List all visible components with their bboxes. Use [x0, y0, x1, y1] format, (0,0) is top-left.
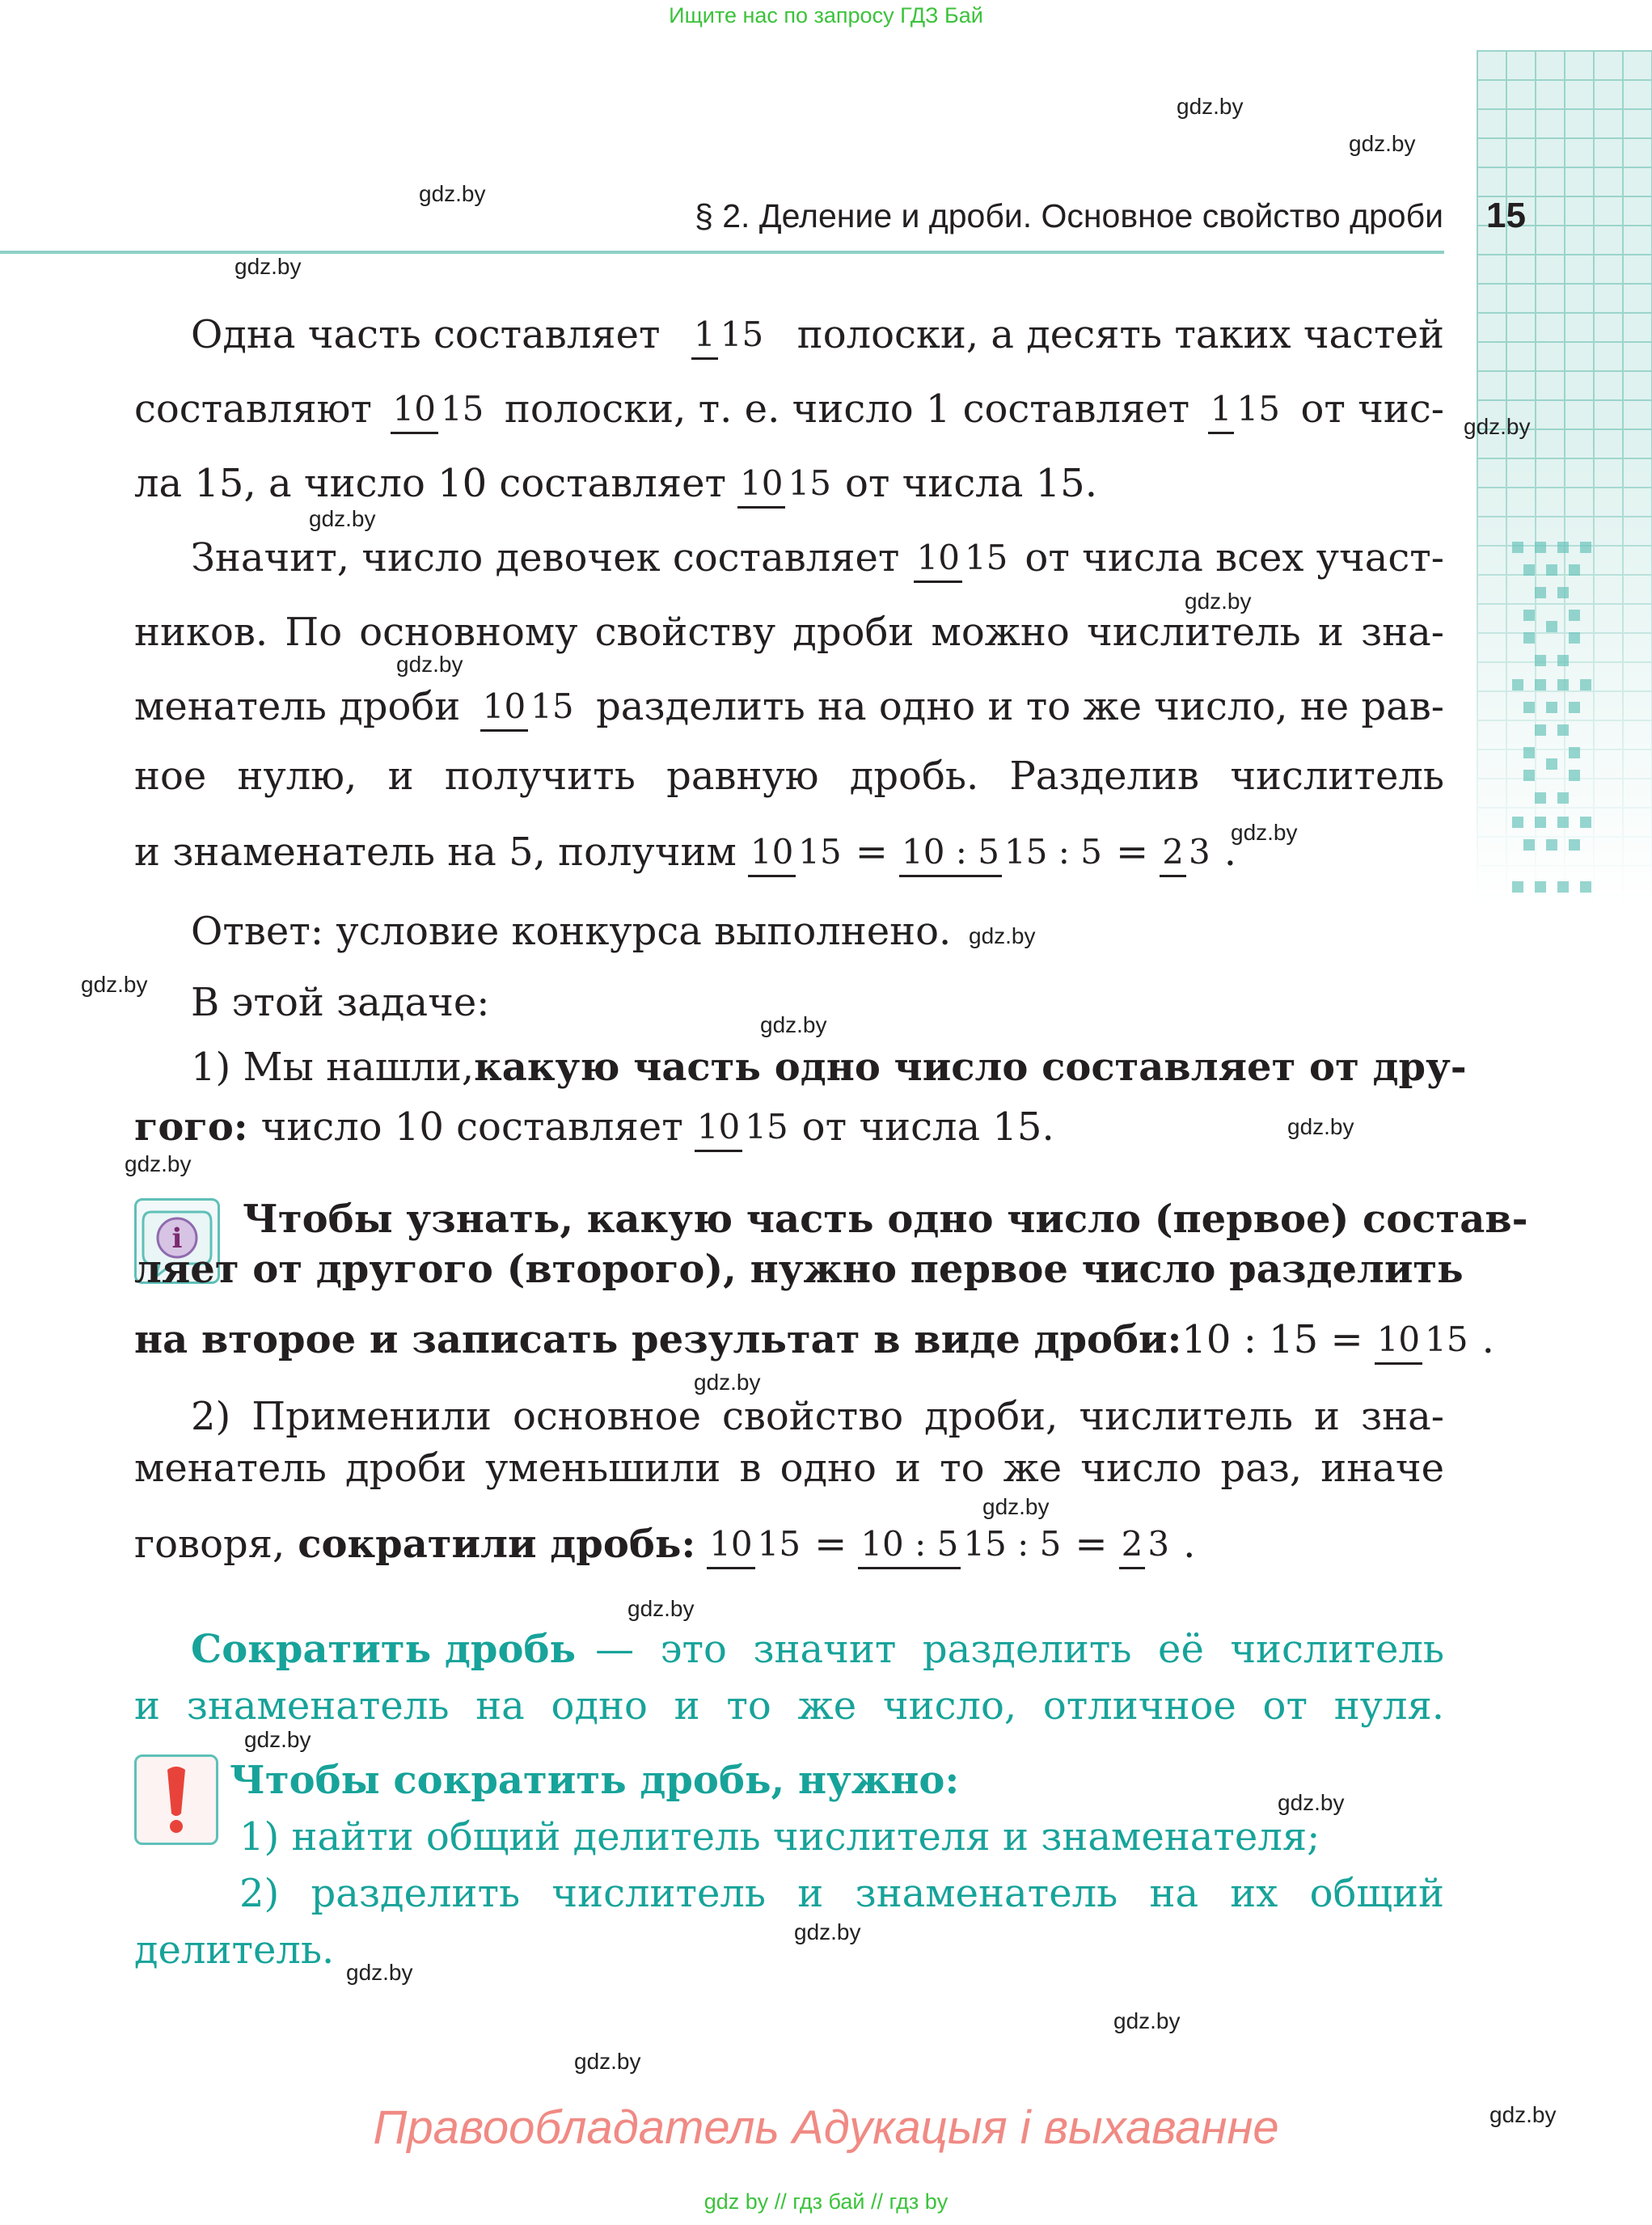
watermark: gdz.by — [627, 1596, 695, 1621]
section-title: § 2. Деление и дроби. Основное свойство дроби — [695, 197, 1443, 234]
svg-text:i: i — [171, 1222, 183, 1255]
rule-step1: 1) найти общий делитель числителя и знаменателя; — [239, 1814, 1320, 1860]
fraction: 2 3 — [1160, 834, 1212, 870]
para2-line4: ное нулю, и получить равную дробь. Разделив числитель — [134, 754, 1444, 799]
para1-line2: составляют 10 15 полоски, т. е. число 1 составляет 1 15 от чис- — [134, 375, 1444, 443]
page-number: 15 — [1486, 196, 1526, 235]
definition-line2: и знаменатель на одно и то же число, отличное от нуля. — [134, 1683, 1444, 1729]
fraction: 10 15 — [737, 465, 834, 501]
info-rule-line2: ляет от другого (второго), нужно первое число разделить — [134, 1247, 1464, 1292]
para2-line3: менатель дроби 10 15 разделить на одно и то же число, не рав- — [134, 673, 1444, 741]
fraction: 10 15 — [748, 834, 844, 870]
watermark: gdz.by — [1464, 414, 1531, 439]
fraction: 10 15 — [695, 1108, 791, 1145]
para2-line1: Значит, число девочек составляет 10 15 от числа всех участ- — [191, 524, 1444, 592]
fraction: 1 15 — [1208, 391, 1282, 427]
watermark: gdz.by — [1278, 1790, 1345, 1815]
copyright-notice: Правообладатель Адукацыя і выхаванне — [373, 2101, 1279, 2154]
in-task-line: В этой задаче: — [191, 980, 490, 1025]
watermark: gdz.by — [1185, 589, 1252, 614]
top-banner: Ищите нас по запросу ГДЗ Бай — [669, 3, 983, 27]
watermark: gdz.by — [969, 923, 1036, 948]
fraction: 1 15 — [691, 316, 766, 353]
point2-line3: говоря, сократили дробь: 10 15 = 10 : 5 15 : 5 = 2 3 . — [134, 1505, 1444, 1583]
para2-line5: и знаменатель на 5, получим 10 15 = 10 : 5 15 : 5 = 2 3 . — [134, 813, 1444, 891]
rule-step2-end: делитель. — [134, 1927, 335, 1973]
watermark: gdz.by — [794, 1919, 861, 1944]
watermark: gdz.by — [234, 254, 302, 279]
watermark: gdz.by — [419, 181, 486, 206]
fraction: 10 15 — [391, 391, 487, 427]
watermark: gdz.by — [1231, 820, 1298, 845]
watermark: gdz.by — [396, 652, 463, 677]
fraction: 2 3 — [1119, 1526, 1172, 1562]
watermark: gdz.by — [982, 1494, 1050, 1519]
watermark: gdz.by — [574, 2049, 641, 2074]
watermark: gdz.by — [1489, 2102, 1557, 2127]
para1-line3: ла 15, а число 10 составляет 10 15 от числа 15. — [134, 450, 1444, 517]
watermark: gdz.by — [244, 1727, 311, 1752]
watermark: gdz.by — [125, 1151, 192, 1176]
para2-line2: ников. По основному свойству дроби можно числитель и зна- — [134, 610, 1444, 655]
fraction: 10 15 — [914, 539, 1010, 576]
watermark: gdz.by — [1177, 94, 1244, 119]
watermark: gdz.by — [309, 506, 376, 531]
watermark: gdz.by — [694, 1370, 761, 1395]
fraction: 10 15 — [707, 1526, 803, 1562]
point1-line1: 1) Мы нашли, какую часть одно число составляет от дру- — [191, 1045, 1467, 1090]
fraction: 10 15 — [480, 688, 577, 724]
answer-line: Ответ: условие конкурса выполнено. — [191, 909, 952, 954]
point2-line1: 2) Применили основное свойство дроби, числитель и зна- — [191, 1394, 1444, 1439]
watermark: gdz.by — [760, 1012, 827, 1037]
para1-line1: Одна часть составляет 1 15 полоски, а десять таких частей — [191, 301, 1444, 369]
point2-line2: менатель дроби уменьшили в одно и то же число раз, иначе — [134, 1446, 1444, 1491]
bottom-banner: gdz by // гдз бай // гдз by — [703, 2189, 949, 2214]
point1-line2: гого: число 10 составляет 10 15 от числа 15. — [134, 1093, 1444, 1161]
rule-title: Чтобы сократить дробь, нужно: — [230, 1758, 960, 1803]
definition-line1: Сократить дробь — это значит разделить её числитель — [191, 1627, 1444, 1672]
watermark: gdz.by — [1287, 1114, 1354, 1139]
watermark: gdz.by — [346, 1960, 413, 1985]
fraction: 10 : 5 15 : 5 — [899, 834, 1105, 870]
header-rule — [0, 251, 1444, 254]
watermark: gdz.by — [1113, 2008, 1181, 2033]
fraction: 10 : 5 15 : 5 — [858, 1526, 1063, 1562]
info-rule-line1: Чтобы узнать, какую часть одно число (первое) состав- — [243, 1197, 1528, 1242]
info-rule-line3: на второе и записать результат в виде дроби: 10 : 15 = 10 15 . — [134, 1303, 1444, 1376]
rule-step2: 2) разделить числитель и знаменатель на их общий — [239, 1871, 1444, 1916]
exclamation-icon — [134, 1754, 218, 1845]
fraction: 10 15 — [1375, 1321, 1471, 1357]
watermark: gdz.by — [81, 972, 148, 997]
watermark: gdz.by — [1349, 131, 1416, 156]
ornament-pattern — [1504, 534, 1601, 906]
